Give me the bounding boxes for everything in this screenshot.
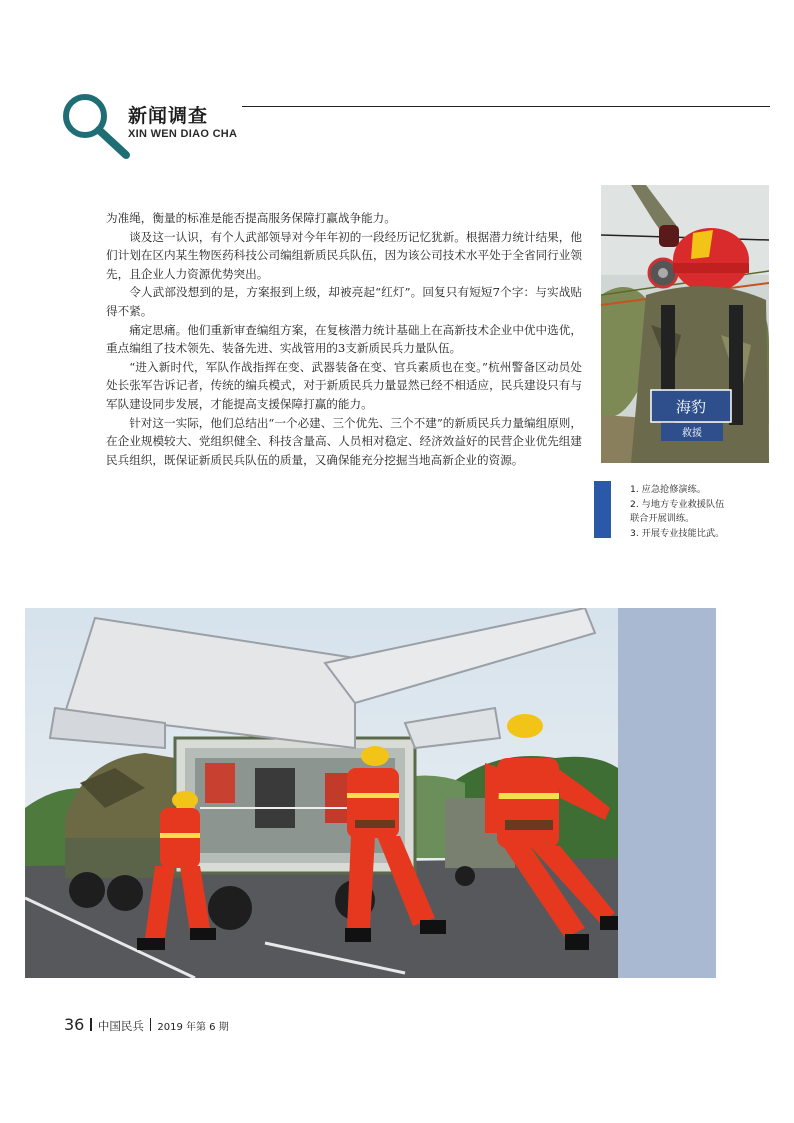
- paragraph: 针对这一实际，他们总结出“一个必建、三个优先、三个不建”的新质民兵力量编组原则，在企业规模较大、党组织健全、科技含量高、人员相对稳定、经济效益好的民营企业优先组建民兵组织，既保证新质民兵队伍的质量，又确保能充分挖掘当地高新企业的资源。: [106, 415, 582, 467]
- page-footer: [64, 1015, 229, 1034]
- issue-label: 2019 年第 6 期: [157, 1022, 229, 1033]
- paragraph: 为准绳，衡量的标准是能否提高服务保障打赢战争能力。: [106, 211, 396, 225]
- caption-accent-bar: [594, 481, 611, 538]
- rescue-training-photo: [601, 185, 769, 463]
- section-title: 新闻调查: [128, 105, 209, 127]
- caption-line: 1. 应急抢修演练。: [630, 484, 706, 495]
- section-subtitle: XIN WEN DIAO CHA: [128, 128, 238, 140]
- decorative-side-block: [618, 608, 716, 978]
- header-rule: [242, 106, 770, 107]
- page-number: 36: [64, 1015, 85, 1034]
- paragraph: 令人武部没想到的是，方案报到上级，却被亮起“红灯”。回复只有短短7个字：与实战贴得不紧。: [106, 285, 582, 318]
- caption-line: 3. 开展专业技能比武。: [630, 527, 725, 539]
- caption-line: 联合开展训练。: [630, 513, 695, 524]
- emergency-repair-photo: [25, 608, 618, 978]
- magazine-name: 中国民兵: [97, 1019, 144, 1033]
- paragraph: 痛定思痛。他们重新审查编组方案，在复核潜力统计基础上在高新技术企业中优中选优，重点编组了技术领先、装备先进、实战管用的3支新质民兵力量队伍。: [106, 322, 582, 356]
- footer-separator: [150, 1018, 152, 1031]
- vest-label-2: 救援: [682, 428, 702, 439]
- vest-label: 海豹: [675, 398, 707, 416]
- paragraph: “进入新时代，军队作战指挥在变、武器装备在变、官兵素质也在变。”杭州警备区动员处处长张军告诉记者，传统的编兵模式，对于新质民兵力量显然已经不相适应，民兵建设只有与军队建设同步发展，才能提高支援保障打赢的能力。: [106, 359, 582, 411]
- magnifier-icon: [60, 90, 132, 162]
- article-body: [106, 209, 582, 469]
- paragraph: 谈及这一认识，有个人武部领导对今年年初的一段经历记忆犹新。根据潜力统计结果，他们计划在区内某生物医药科技公司编组新质民兵队伍，因为该公司技术水平处于全省同行业领先，且企业人力资源优势突出。: [106, 229, 582, 281]
- caption-line: 2. 与地方专业救援队伍: [630, 498, 725, 510]
- photo-caption: [630, 483, 780, 541]
- footer-separator: [90, 1018, 92, 1031]
